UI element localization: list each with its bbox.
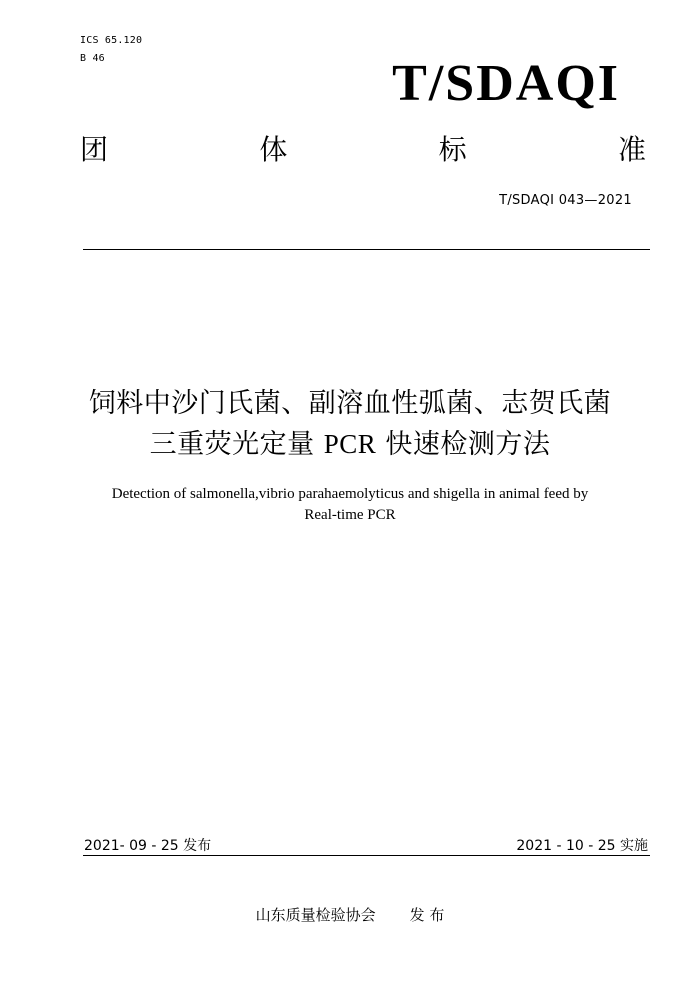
english-title-line-2: Real-time PCR — [304, 507, 396, 523]
chinese-title — [0, 384, 700, 465]
implement-date: 2021 - 10 - 25 实施 — [516, 838, 648, 854]
standard-type-char: 体 — [259, 133, 288, 166]
publish-date: 2021- 09 - 25 发布 — [84, 838, 212, 854]
standard-type-char: 团 — [80, 133, 109, 166]
ics-code: ICS 65.120 — [80, 35, 143, 46]
english-title-line-1: Detection of salmonella,vibrio parahaemolyticus and shigella in animal feed by — [111, 486, 589, 502]
chinese-title-line-2-pre: 三重荧光定量 — [149, 429, 324, 460]
chinese-title-pcr: PCR — [323, 429, 377, 459]
standard-brand: T/SDAQI — [392, 55, 620, 112]
publisher-line — [0, 904, 700, 925]
footer-divider — [83, 855, 650, 856]
standard-type-char: 准 — [617, 133, 646, 166]
chinese-title-line-1: 饲料中沙门氏菌、副溶血性弧菌、志贺氏菌 — [88, 388, 612, 419]
standard-type-char: 标 — [438, 133, 467, 166]
standard-type — [80, 133, 646, 166]
chinese-title-line-2-post: 快速检测方法 — [376, 429, 551, 460]
standard-number: T/SDAQI 043—2021 — [499, 193, 632, 208]
publisher-name: 山东质量检验协会 — [255, 906, 376, 924]
ccs-code: B 46 — [80, 53, 105, 64]
english-title — [0, 484, 700, 526]
publish-action: 发 布 — [409, 906, 445, 924]
header-divider — [83, 249, 650, 250]
chinese-title-line-2 — [0, 424, 700, 465]
